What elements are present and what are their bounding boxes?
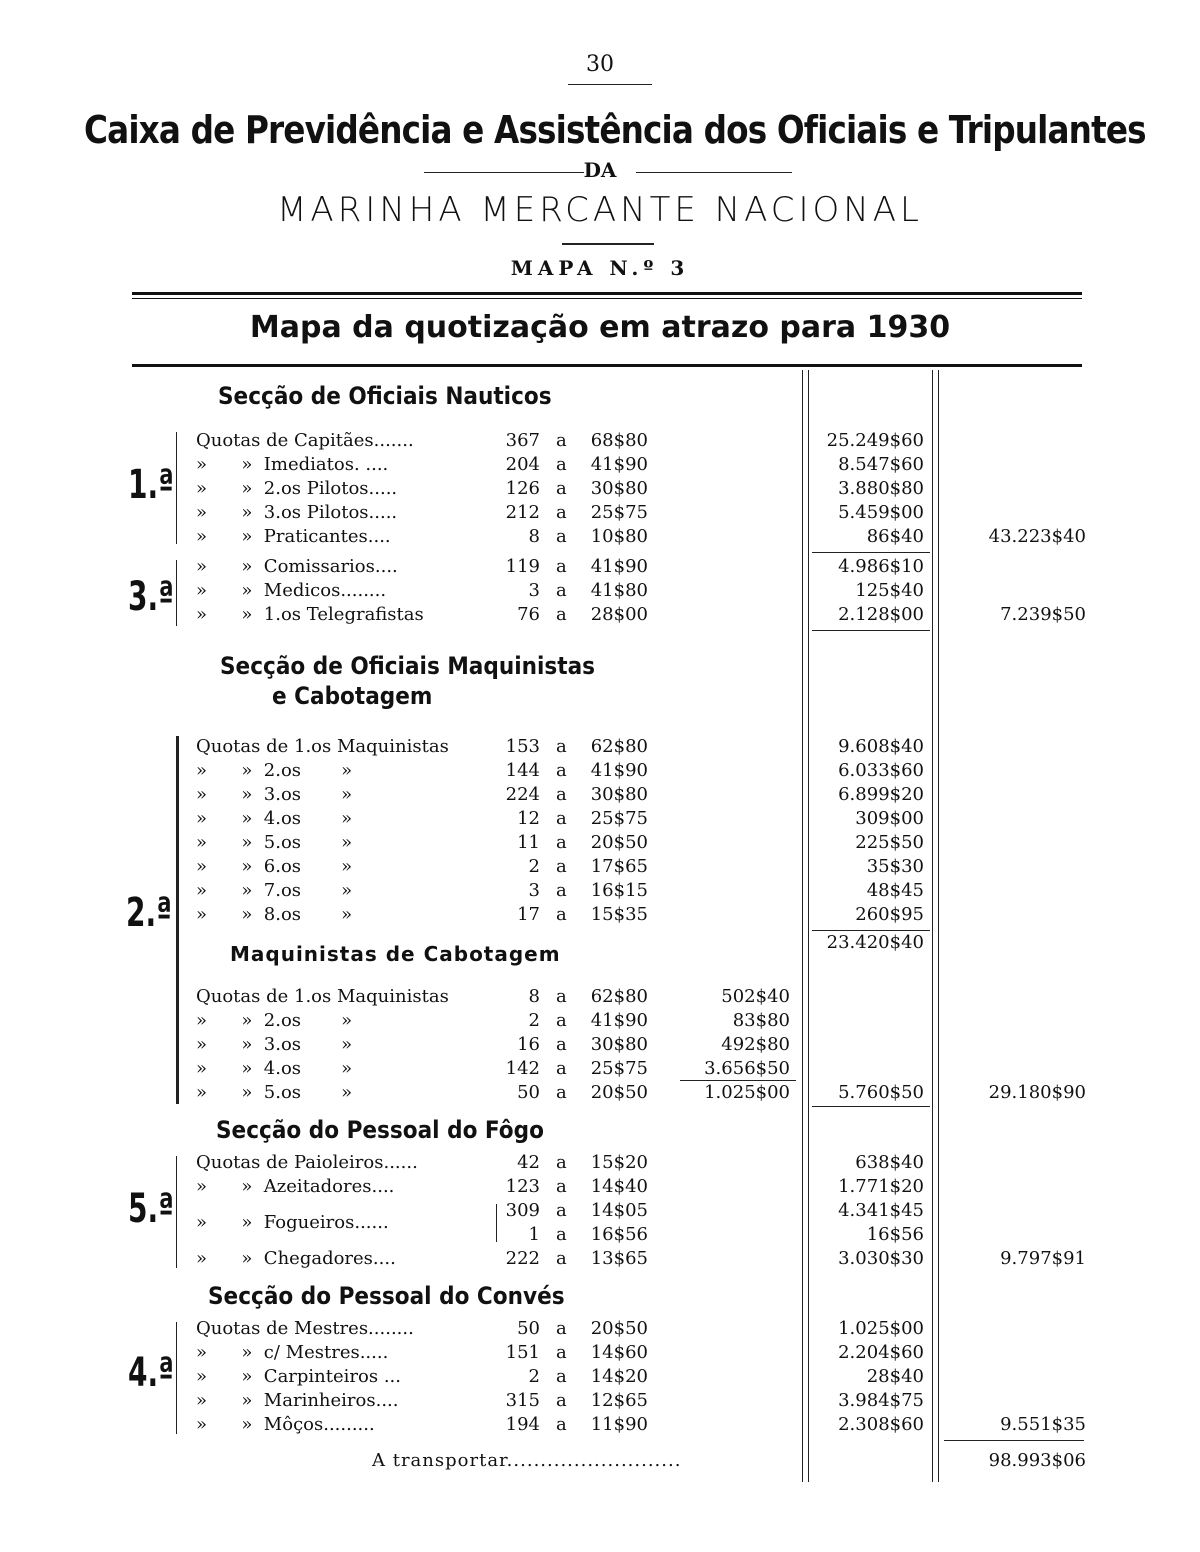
- map-rule: [562, 243, 654, 245]
- table-top-rule: [132, 364, 1082, 367]
- row-desc: » » Marinheiros....: [196, 1390, 399, 1411]
- row-count: 16: [517, 1034, 540, 1055]
- row-desc: » » Medicos........: [196, 580, 387, 601]
- row-desc: » » 4.os »: [196, 1058, 353, 1079]
- row-a: a: [556, 1010, 567, 1031]
- group-total: 29.180$90: [988, 1082, 1086, 1103]
- row-count: 367: [505, 430, 540, 451]
- row-count: 50: [517, 1082, 540, 1103]
- row-amount: 48$45: [866, 880, 924, 901]
- row-rate: 25$75: [590, 1058, 648, 1079]
- class-label-3: 3.ª: [128, 574, 174, 620]
- row-a: a: [556, 736, 567, 757]
- row-a: a: [556, 580, 567, 601]
- section-heading-conves: Secção do Pessoal do Convés: [208, 1282, 565, 1310]
- row-rate: 68$80: [590, 430, 648, 451]
- row-count: 2: [528, 1010, 540, 1031]
- row-a: a: [556, 784, 567, 805]
- row-count: 3: [528, 880, 540, 901]
- row-desc: » » 3.os Pilotos.....: [196, 502, 398, 523]
- row-count: 8: [528, 986, 540, 1007]
- row-desc: » » c/ Mestres.....: [196, 1342, 389, 1363]
- row-amount: 6.899$20: [838, 784, 924, 805]
- section-heading-nauticos: Secção de Oficiais Nauticos: [218, 382, 552, 410]
- row-amount: 1.025$00: [838, 1318, 924, 1339]
- row-rate: 30$80: [590, 784, 648, 805]
- subtotal-rule: [812, 930, 930, 931]
- row-count: 144: [505, 760, 540, 781]
- row-a: a: [556, 760, 567, 781]
- row-desc: Quotas de 1.os Maquinistas: [196, 736, 449, 757]
- row-count: 142: [505, 1058, 540, 1079]
- group-total: 9.551$35: [1000, 1414, 1086, 1435]
- row-desc: Quotas de Capitães.......: [196, 430, 414, 451]
- row-rate: 15$35: [590, 904, 648, 925]
- row-partial: 492$80: [721, 1034, 790, 1055]
- row-count: 126: [505, 478, 540, 499]
- group-total: 43.223$40: [988, 526, 1086, 547]
- sub-heading-cabotagem: Maquinistas de Cabotagem: [230, 942, 561, 966]
- brace-class-2: [176, 736, 179, 1104]
- row-count: 11: [517, 832, 540, 853]
- brace-class-4: [176, 1322, 177, 1434]
- row-desc: » » Azeitadores....: [196, 1176, 395, 1197]
- row-amount: 3.880$80: [838, 478, 924, 499]
- row-rate: 20$50: [590, 1082, 648, 1103]
- subtotal-maquinistas: 23.420$40: [826, 932, 924, 953]
- row-a: a: [556, 454, 567, 475]
- row-amount: 86$40: [866, 526, 924, 547]
- class-label-4: 4.ª: [128, 1350, 174, 1396]
- row-amount: 1.771$20: [838, 1176, 924, 1197]
- row-rate: 25$75: [590, 808, 648, 829]
- row-amount: 225$50: [855, 832, 924, 853]
- row-amount: 25.249$60: [826, 430, 924, 451]
- row-a: a: [556, 880, 567, 901]
- row-desc: Quotas de 1.os Maquinistas: [196, 986, 449, 1007]
- row-desc: Quotas de Mestres........: [196, 1318, 414, 1339]
- row-count: 2: [528, 856, 540, 877]
- row-count: 50: [517, 1318, 540, 1339]
- row-a: a: [556, 1342, 567, 1363]
- row-count: 224: [505, 784, 540, 805]
- row-count: 204: [505, 454, 540, 475]
- row-count: 309: [505, 1200, 540, 1221]
- header-rule-thin: [132, 298, 1082, 299]
- row-count: 153: [505, 736, 540, 757]
- row-count: 194: [505, 1414, 540, 1435]
- row-partial: 3.656$50: [704, 1058, 790, 1079]
- row-partial: 83$80: [732, 1010, 790, 1031]
- brace-class-3: [176, 560, 177, 626]
- row-desc: » » 2.os »: [196, 760, 353, 781]
- row-rate: 20$50: [590, 1318, 648, 1339]
- row-rate: 17$65: [590, 856, 648, 877]
- grand-total-rule: [944, 1440, 1084, 1441]
- section-heading-fogo: Secção do Pessoal do Fôgo: [216, 1116, 544, 1144]
- row-amount: 5.459$00: [838, 502, 924, 523]
- row-desc: » » 8.os »: [196, 904, 353, 925]
- subtotal-rule: [812, 552, 930, 553]
- row-a: a: [556, 904, 567, 925]
- brace-class-5: [176, 1156, 177, 1268]
- row-a: a: [556, 1390, 567, 1411]
- row-count: 42: [517, 1152, 540, 1173]
- row-rate: 62$80: [590, 736, 648, 757]
- row-rate: 14$60: [590, 1342, 648, 1363]
- row-a: a: [556, 986, 567, 1007]
- row-rate: 28$00: [590, 604, 648, 625]
- row-a: a: [556, 1318, 567, 1339]
- row-amount: 3.030$30: [838, 1248, 924, 1269]
- row-rate: 62$80: [590, 986, 648, 1007]
- column-divider-1: [802, 370, 803, 1482]
- row-a: a: [556, 502, 567, 523]
- class-label-5: 5.ª: [128, 1186, 174, 1232]
- row-amount: 8.547$60: [838, 454, 924, 475]
- row-desc: » » Carpinteiros ...: [196, 1366, 401, 1387]
- subtotal-rule: [812, 630, 930, 631]
- row-a: a: [556, 1200, 567, 1221]
- page-number-rule: [568, 84, 652, 85]
- row-amount: 2.128$00: [838, 604, 924, 625]
- row-count: 1: [528, 1224, 540, 1245]
- row-count: 12: [517, 808, 540, 829]
- subtotal-cabotagem: 5.760$50: [838, 1082, 924, 1103]
- row-count: 17: [517, 904, 540, 925]
- row-amount: 260$95: [855, 904, 924, 925]
- row-rate: 14$40: [590, 1176, 648, 1197]
- transport-label: A transportar..........................: [372, 1450, 682, 1471]
- row-amount: 4.986$10: [838, 556, 924, 577]
- row-amount: 2.308$60: [838, 1414, 924, 1435]
- row-a: a: [556, 478, 567, 499]
- row-rate: 14$05: [590, 1200, 648, 1221]
- row-a: a: [556, 1152, 567, 1173]
- row-a: a: [556, 1248, 567, 1269]
- group-total: 7.239$50: [1000, 604, 1086, 625]
- row-count: 119: [505, 556, 540, 577]
- row-a: a: [556, 1176, 567, 1197]
- row-partial: 502$40: [721, 986, 790, 1007]
- row-a: a: [556, 1224, 567, 1245]
- row-desc: » » 1.os Telegrafistas: [196, 604, 424, 625]
- row-desc: » » Môços.........: [196, 1414, 375, 1435]
- row-rate: 41$90: [590, 454, 648, 475]
- row-count: 151: [505, 1342, 540, 1363]
- row-a: a: [556, 526, 567, 547]
- row-a: a: [556, 1414, 567, 1435]
- row-rate: 20$50: [590, 832, 648, 853]
- map-label: MAPA N.º 3: [510, 256, 690, 280]
- row-a: a: [556, 1082, 567, 1103]
- section-heading-maquinistas: Secção de Oficiais Maquinistas: [220, 652, 596, 680]
- row-rate: 14$20: [590, 1366, 648, 1387]
- row-rate: 11$90: [590, 1414, 648, 1435]
- row-amount: 4.341$45: [838, 1200, 924, 1221]
- column-divider-2: [932, 370, 933, 1482]
- row-rate: 41$90: [590, 760, 648, 781]
- row-a: a: [556, 808, 567, 829]
- section-heading-maquinistas-line2: e Cabotagem: [272, 682, 433, 710]
- row-a: a: [556, 604, 567, 625]
- column-divider-2b: [938, 370, 939, 1482]
- da-rule-right: [636, 172, 792, 173]
- document-title: Caixa de Previdência e Assistência dos Oficiais e Tripulantes: [84, 108, 1146, 152]
- row-amount: 638$40: [855, 1152, 924, 1173]
- column-divider-1b: [808, 370, 809, 1482]
- row-desc: » » 2.os »: [196, 1010, 353, 1031]
- row-desc: » » Fogueiros......: [196, 1212, 389, 1233]
- row-rate: 41$90: [590, 556, 648, 577]
- row-rate: 30$80: [590, 478, 648, 499]
- row-partial: 1.025$00: [704, 1082, 790, 1103]
- row-desc: » » 2.os Pilotos.....: [196, 478, 398, 499]
- row-a: a: [556, 832, 567, 853]
- row-amount: 6.033$60: [838, 760, 924, 781]
- row-desc: » » 6.os »: [196, 856, 353, 877]
- row-count: 212: [505, 502, 540, 523]
- row-a: a: [556, 856, 567, 877]
- row-amount: 9.608$40: [838, 736, 924, 757]
- row-amount: 125$40: [855, 580, 924, 601]
- row-desc: » » 3.os »: [196, 1034, 353, 1055]
- row-count: 222: [505, 1248, 540, 1269]
- page-number: 30: [586, 52, 614, 77]
- table-title: Mapa da quotização em atrazo para 1930: [249, 310, 951, 345]
- row-rate: 15$20: [590, 1152, 648, 1173]
- row-rate: 41$90: [590, 1010, 648, 1031]
- row-rate: 16$56: [590, 1224, 648, 1245]
- row-count: 3: [528, 580, 540, 601]
- document-subtitle: MARINHA MERCANTE NACIONAL: [277, 190, 923, 230]
- row-desc: » » Praticantes....: [196, 526, 391, 547]
- da-label: DA: [583, 158, 617, 182]
- row-rate: 41$80: [590, 580, 648, 601]
- row-rate: 10$80: [590, 526, 648, 547]
- row-rate: 16$15: [590, 880, 648, 901]
- row-a: a: [556, 1034, 567, 1055]
- row-amount: 2.204$60: [838, 1342, 924, 1363]
- transport-total: 98.993$06: [988, 1450, 1086, 1471]
- row-desc: » » 5.os »: [196, 832, 353, 853]
- row-a: a: [556, 1366, 567, 1387]
- row-desc: Quotas de Paioleiros......: [196, 1152, 418, 1173]
- row-desc: » » 4.os »: [196, 808, 353, 829]
- row-count: 315: [505, 1390, 540, 1411]
- row-amount: 3.984$75: [838, 1390, 924, 1411]
- header-rule-thick: [132, 292, 1082, 295]
- row-a: a: [556, 556, 567, 577]
- brace-class-1: [176, 432, 177, 544]
- row-desc: » » 7.os »: [196, 880, 353, 901]
- row-desc: » » 3.os »: [196, 784, 353, 805]
- row-desc: » » Imediatos. ....: [196, 454, 389, 475]
- row-count: 123: [505, 1176, 540, 1197]
- row-amount: 28$40: [866, 1366, 924, 1387]
- row-count: 76: [517, 604, 540, 625]
- row-count: 2: [528, 1366, 540, 1387]
- row-count: 8: [528, 526, 540, 547]
- class-label-2: 2.ª: [126, 890, 172, 936]
- row-rate: 12$65: [590, 1390, 648, 1411]
- class-label-1: 1.ª: [128, 462, 174, 508]
- row-rate: 13$65: [590, 1248, 648, 1269]
- row-desc: » » 5.os »: [196, 1082, 353, 1103]
- row-desc: » » Chegadores....: [196, 1248, 396, 1269]
- row-amount: 309$00: [855, 808, 924, 829]
- row-a: a: [556, 430, 567, 451]
- row-a: a: [556, 1058, 567, 1079]
- subtotal-rule: [812, 1106, 930, 1107]
- row-desc: » » Comissarios....: [196, 556, 398, 577]
- row-amount: 16$56: [866, 1224, 924, 1245]
- row-rate: 25$75: [590, 502, 648, 523]
- partial-rule: [680, 1080, 796, 1081]
- row-rate: 30$80: [590, 1034, 648, 1055]
- row-amount: 35$30: [866, 856, 924, 877]
- group-total: 9.797$91: [1000, 1248, 1086, 1269]
